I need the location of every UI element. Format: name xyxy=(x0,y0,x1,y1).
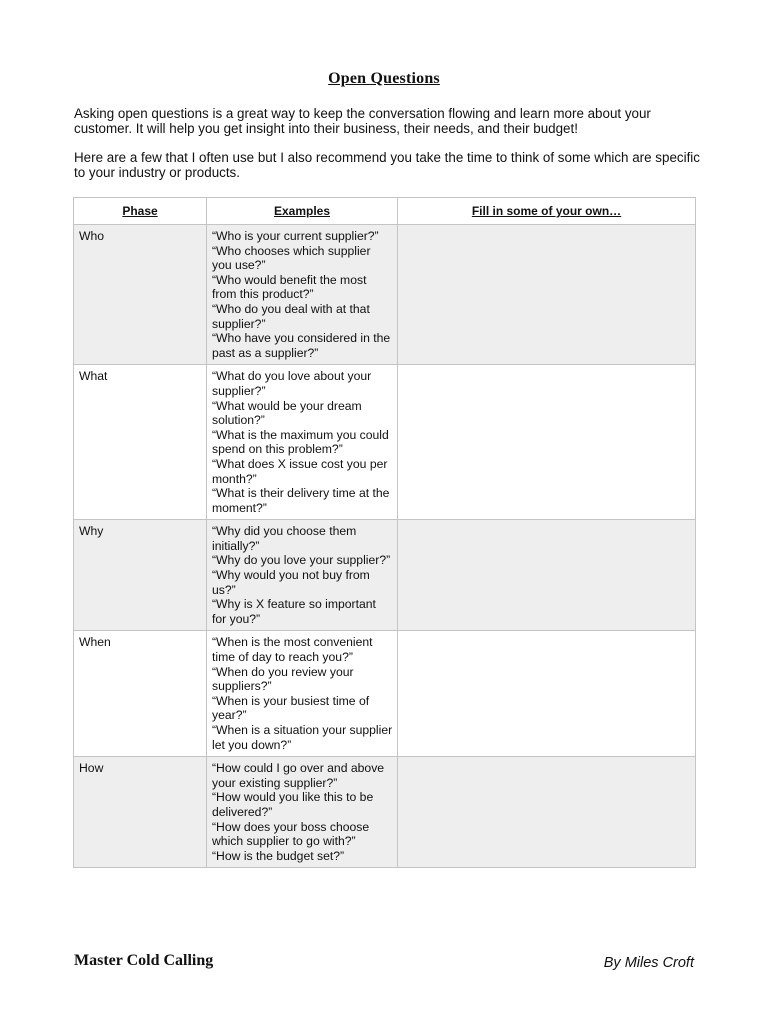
examples-cell xyxy=(207,631,398,757)
example-question: “Who chooses which supplier you use?” xyxy=(212,243,371,273)
example-question: “When is your busiest time of year?” xyxy=(212,693,370,723)
example-question: “When do you review your suppliers?” xyxy=(212,664,354,694)
own-questions-cell[interactable] xyxy=(398,757,696,868)
example-question: “What would be your dream solution?” xyxy=(212,398,362,428)
column-header-phase: Phase xyxy=(74,198,207,225)
example-question: “Who is your current supplier?” xyxy=(212,229,379,243)
example-question: “How would you like this to be delivered?” xyxy=(212,790,374,819)
own-questions-cell[interactable] xyxy=(398,631,696,757)
intro-paragraph-1: Asking open questions is a great way to keep the conversation flowing and learn more about your customer. It will help you get insight into their business, their needs, and their budget! xyxy=(74,106,651,136)
table-row xyxy=(74,365,696,520)
column-header-own: Fill in some of your own… xyxy=(398,198,696,225)
example-question: “When is the most convenient time of day to reach you?” xyxy=(212,635,373,665)
example-question: “What is their delivery time at the moment?” xyxy=(212,486,390,515)
table-row xyxy=(74,631,696,757)
page-title: Open Questions xyxy=(328,70,440,87)
questions-table xyxy=(73,197,696,868)
example-question: “How could I go over and above your existing supplier?” xyxy=(212,761,385,790)
table-row xyxy=(74,225,696,365)
phase-cell: What xyxy=(74,365,207,520)
examples-cell xyxy=(207,520,398,631)
phase-cell: How xyxy=(74,757,207,868)
own-questions-cell[interactable] xyxy=(398,365,696,520)
example-question: “Why do you love your supplier?” xyxy=(212,553,391,568)
table-header-row xyxy=(74,198,696,225)
example-question: “Who would benefit the most from this product?” xyxy=(212,272,367,302)
example-question: “Who do you deal with at that supplier?” xyxy=(212,301,370,331)
footer-brand: Master Cold Calling xyxy=(74,952,214,969)
examples-cell xyxy=(207,225,398,365)
examples-cell xyxy=(207,365,398,520)
phase-cell: When xyxy=(74,631,207,757)
table-row xyxy=(74,520,696,631)
own-questions-cell[interactable] xyxy=(398,225,696,365)
example-question: “How is the budget set?” xyxy=(212,848,345,863)
example-question: “Who have you considered in the past as a supplier?” xyxy=(212,331,391,360)
example-question: “When is a situation your supplier let you down?” xyxy=(212,723,393,752)
example-question: “How does your boss choose which supplier to go with?” xyxy=(212,819,370,849)
footer-author: By Miles Croft xyxy=(603,955,694,971)
own-questions-cell[interactable] xyxy=(398,520,696,631)
example-question: “What does X issue cost you per month?” xyxy=(212,456,388,486)
examples-cell xyxy=(207,757,398,868)
table-row xyxy=(74,757,696,868)
example-question: “Why would you not buy from us?” xyxy=(212,568,370,597)
example-question: “What is the maximum you could spend on this problem?” xyxy=(212,427,389,457)
intro-paragraph-2: Here are a few that I often use but I also recommend you take the time to think of some which are specific to your industry or products. xyxy=(74,150,700,180)
example-question: “Why did you choose them initially?” xyxy=(212,524,357,553)
phase-cell: Why xyxy=(74,520,207,631)
phase-cell: Who xyxy=(74,225,207,365)
example-question: “Why is X feature so important for you?” xyxy=(212,597,376,626)
example-question: “What do you love about your supplier?” xyxy=(212,369,372,398)
column-header-examples: Examples xyxy=(207,198,398,225)
